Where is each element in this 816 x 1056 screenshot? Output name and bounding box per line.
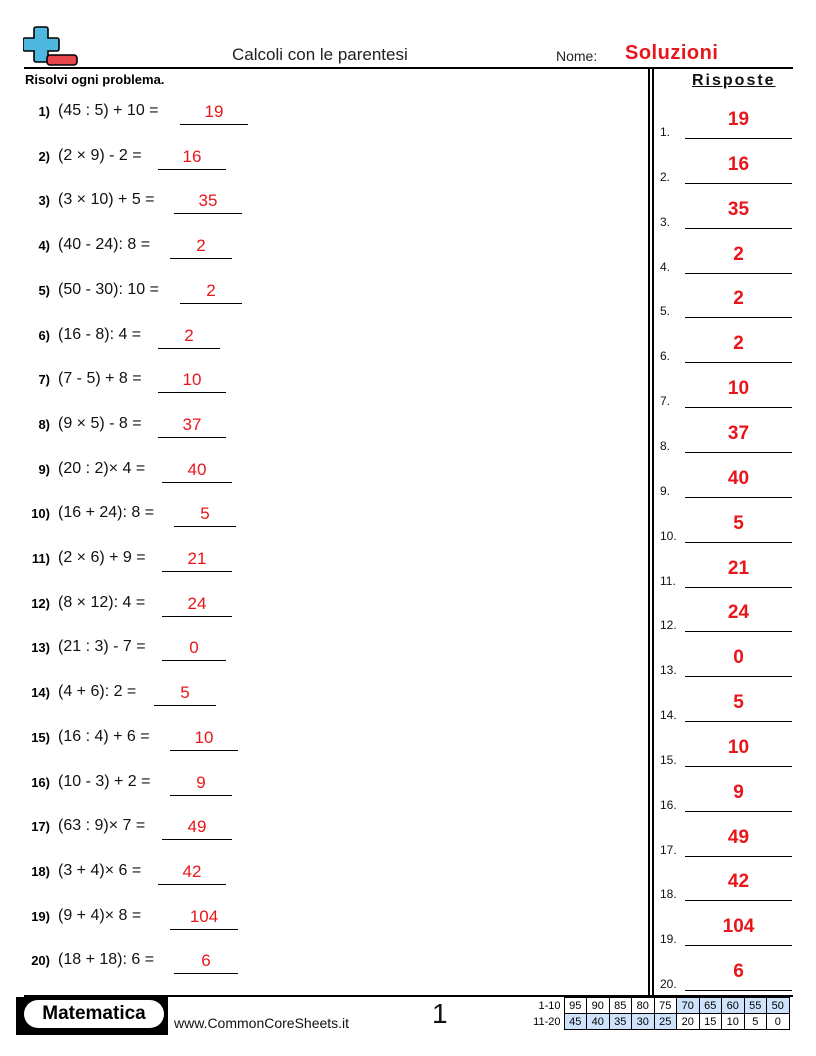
answer-value: 5 [200, 504, 210, 524]
answer-value: 21 [187, 549, 207, 568]
answer-key-value: 104 [722, 916, 755, 938]
score-cell: 20 [677, 1014, 700, 1030]
answer-key-number: 9. [660, 483, 671, 498]
answer-key-blank[interactable] [685, 199, 792, 229]
answer-value: 37 [182, 414, 202, 434]
answer-key-row [660, 244, 792, 274]
answer-key-blank[interactable] [685, 647, 792, 677]
answer-key-blank[interactable] [685, 468, 792, 498]
answer-key-row [660, 109, 792, 139]
score-cell: 40 [587, 1014, 610, 1030]
problem-row [0, 907, 640, 931]
problem-number: 13) [31, 640, 50, 656]
brand-label: Matematica [24, 1000, 164, 1028]
answer-key-number: 1. [660, 125, 671, 139]
score-cell: 90 [587, 998, 610, 1014]
column-divider [648, 69, 654, 996]
score-cell: 65 [699, 998, 722, 1014]
problem-number: 19) [31, 908, 50, 924]
answer-value: 35 [198, 191, 218, 211]
score-cell: 95 [564, 998, 587, 1014]
answer-key-blank[interactable] [685, 602, 792, 632]
answer-blank[interactable] [170, 236, 232, 259]
problem-row [0, 773, 640, 797]
answer-key-row [660, 871, 792, 901]
problem-number: 9) [38, 461, 50, 477]
answer-value: 0 [189, 638, 199, 658]
answer-key-blank[interactable] [685, 244, 792, 274]
problem-number: 7) [38, 372, 50, 388]
answer-key-blank[interactable] [685, 871, 792, 901]
problem-number: 8) [38, 416, 50, 432]
answer-key-number: 11. [660, 573, 676, 588]
score-row [526, 1014, 789, 1030]
answer-key-row [660, 468, 792, 498]
answer-key-value: 9 [733, 781, 744, 803]
answer-blank[interactable] [162, 817, 232, 840]
answer-key-row [660, 782, 792, 812]
problem-number: 20) [31, 953, 50, 969]
problem-expression: (16 + 24): 8 = [58, 504, 155, 522]
answer-key-number: 18. [660, 887, 677, 902]
answer-value: 2 [206, 280, 216, 300]
answer-value: 6 [201, 951, 211, 971]
score-table [526, 997, 790, 1030]
answer-key-row [660, 916, 792, 946]
problem-expression: (45 : 5) + 10 = [58, 102, 159, 119]
score-cell: 45 [564, 1014, 587, 1030]
answer-key-value: 6 [733, 961, 744, 983]
answer-key-value: 10 [727, 378, 750, 400]
answer-value: 19 [204, 102, 224, 121]
score-cell: 10 [722, 1014, 745, 1030]
answer-key-row [660, 558, 792, 588]
answer-value: 2 [184, 325, 194, 345]
problem-number: 12) [31, 595, 50, 611]
answer-value: 104 [189, 906, 219, 926]
answer-blank[interactable] [154, 683, 216, 706]
answer-key-value: 5 [733, 692, 744, 714]
problem-row [0, 683, 640, 707]
answer-key-number: 19. [660, 932, 677, 947]
answer-key-row [660, 333, 792, 363]
answer-value: 10 [194, 727, 214, 747]
answer-key-row [660, 378, 792, 408]
score-cell: 85 [609, 998, 632, 1014]
answer-key-number: 17. [660, 842, 677, 857]
problem-number: 11) [31, 551, 50, 566]
score-cell: 35 [609, 1014, 632, 1030]
answer-key-number: 20. [660, 977, 677, 992]
score-cell: 80 [632, 998, 655, 1014]
answer-key-row [660, 961, 792, 991]
score-cell: 5 [744, 1014, 767, 1030]
answer-key-value: 24 [727, 602, 750, 624]
answer-key-value: 2 [733, 288, 744, 310]
problem-expression: (40 - 24): 8 = [58, 236, 151, 254]
site-url: www.CommonCoreSheets.it [174, 1015, 350, 1031]
answer-key-row [660, 154, 792, 184]
instructions: Risolvi ogni problema. [25, 72, 165, 87]
answer-blank[interactable] [170, 728, 238, 751]
answer-blank[interactable] [158, 862, 226, 885]
problem-number: 16) [31, 774, 50, 790]
answer-key-value: 10 [727, 736, 750, 758]
worksheet-title: Calcoli con le parentesi [232, 45, 408, 64]
answer-key-blank[interactable] [685, 737, 792, 767]
problem-expression: (3 + 4)× 6 = [58, 861, 142, 879]
answer-blank[interactable] [174, 191, 242, 214]
answer-blank[interactable] [162, 549, 232, 572]
answer-value: 2 [196, 236, 206, 256]
answer-key-blank[interactable] [685, 109, 792, 139]
name-value: Soluzioni [625, 42, 719, 64]
answer-key-number: 14. [660, 708, 677, 723]
answer-key-number: 15. [660, 752, 677, 767]
answer-key-row [660, 692, 792, 722]
score-cell: 15 [699, 1014, 722, 1030]
problem-row [0, 415, 640, 439]
answer-key-blank[interactable] [685, 378, 792, 408]
answer-key-value: 42 [727, 871, 750, 893]
answer-value: 5 [180, 683, 190, 703]
problem-expression: (50 - 30): 10 = [58, 280, 159, 298]
answer-blank[interactable] [162, 460, 232, 483]
answer-key-value: 16 [727, 153, 750, 175]
problem-row [0, 281, 640, 305]
problem-number: 5) [38, 282, 50, 298]
page-number: 1 [432, 998, 448, 1029]
problem-row [0, 951, 640, 975]
problem-row [0, 460, 640, 484]
problem-row [0, 817, 640, 841]
answer-key-number: 12. [660, 618, 677, 633]
answer-key-number: 16. [660, 797, 677, 812]
answer-key-blank[interactable] [685, 513, 792, 543]
answer-blank[interactable] [170, 773, 232, 796]
problem-row [0, 549, 640, 573]
problem-number: 6) [38, 327, 50, 343]
answer-key-blank[interactable] [685, 916, 792, 946]
answer-key-blank[interactable] [685, 333, 792, 363]
problem-row [0, 102, 640, 126]
answer-key-row [660, 827, 792, 857]
score-cell: 0 [767, 1014, 790, 1030]
answer-key-value: 2 [733, 243, 744, 265]
problem-expression: (8 × 12): 4 = [58, 593, 146, 611]
answer-blank[interactable] [158, 370, 226, 393]
answer-blank[interactable] [158, 326, 220, 349]
problem-expression: (18 + 18): 6 = [58, 951, 155, 969]
answer-blank[interactable] [158, 147, 226, 170]
plus-minus-logo-icon [23, 26, 79, 66]
answer-key-title: Risposte [692, 72, 776, 89]
answer-blank[interactable] [174, 951, 238, 974]
answer-key-value: 21 [727, 557, 750, 579]
problem-expression: (9 × 5) - 8 = [58, 414, 142, 432]
problem-expression: (16 : 4) + 6 = [58, 727, 150, 745]
answer-key-number: 8. [660, 438, 671, 453]
problem-row [0, 594, 640, 618]
answer-key-row [660, 513, 792, 543]
answer-key-row [660, 423, 792, 453]
answer-key-row [660, 288, 792, 318]
answer-blank[interactable] [170, 907, 238, 930]
score-cell: 60 [722, 998, 745, 1014]
answer-key-value: 35 [727, 198, 750, 220]
problem-row [0, 147, 640, 171]
problem-number: 10) [31, 506, 50, 522]
problem-row [0, 326, 640, 350]
score-cell: 30 [632, 1014, 655, 1030]
problem-expression: (63 : 9)× 7 = [58, 817, 146, 835]
answer-key-number: 3. [660, 214, 671, 229]
answer-value: 16 [182, 146, 202, 166]
problem-row [0, 370, 640, 394]
problem-expression: (4 + 6): 2 = [58, 683, 137, 701]
problem-expression: (9 + 4)× 8 = [58, 906, 142, 924]
score-cell: 75 [654, 998, 677, 1014]
problem-expression: (21 : 3) - 7 = [58, 638, 146, 656]
problem-row [0, 504, 640, 528]
answer-value: 24 [187, 593, 207, 613]
answer-key-number: 6. [660, 349, 671, 364]
score-cell: 50 [767, 998, 790, 1014]
problem-number: 18) [31, 863, 50, 879]
problem-expression: (2 × 9) - 2 = [58, 146, 142, 164]
problem-row [0, 862, 640, 886]
answer-key-number: 2. [660, 169, 671, 184]
problem-number: 17) [31, 819, 50, 835]
answer-blank[interactable] [180, 102, 248, 125]
problem-row [0, 236, 640, 260]
problem-number: 2) [38, 148, 50, 164]
answer-key-value: 2 [733, 333, 744, 355]
problem-number: 14) [31, 685, 50, 701]
answer-blank[interactable] [158, 415, 226, 438]
answer-blank[interactable] [162, 594, 232, 617]
problem-number: 15) [31, 729, 50, 745]
problem-number: 3) [38, 193, 50, 209]
problem-expression: (7 - 5) + 8 = [58, 370, 142, 388]
score-cell: 70 [677, 998, 700, 1014]
answer-key-row [660, 737, 792, 767]
answer-key-row [660, 199, 792, 229]
answer-key-blank[interactable] [685, 827, 792, 857]
answer-value: 49 [187, 817, 207, 837]
answer-key-value: 0 [733, 647, 744, 669]
answer-key-blank[interactable] [685, 154, 792, 184]
answer-blank[interactable] [174, 504, 236, 527]
score-row-label: 1-10 [538, 999, 561, 1012]
score-cell: 25 [654, 1014, 677, 1030]
answer-key-row [660, 602, 792, 632]
problem-number: 4) [38, 238, 50, 254]
answer-blank[interactable] [162, 638, 226, 661]
answer-key-blank[interactable] [685, 423, 792, 453]
answer-key-value: 19 [727, 109, 750, 130]
answer-value: 40 [187, 459, 207, 479]
answer-key-number: 5. [660, 304, 671, 319]
problem-expression: (10 - 3) + 2 = [58, 772, 151, 790]
answer-key-number: 10. [660, 528, 677, 543]
answer-key-blank[interactable] [685, 961, 792, 991]
answer-key-blank[interactable] [685, 558, 792, 588]
problem-expression: (16 - 8): 4 = [58, 325, 142, 343]
problem-row [0, 728, 640, 752]
answer-key-blank[interactable] [685, 288, 792, 318]
problem-row [0, 638, 640, 662]
name-label: Nome: [556, 48, 598, 64]
answer-key-blank[interactable] [685, 692, 792, 722]
answer-value: 10 [182, 370, 202, 390]
answer-key-number: 7. [660, 394, 671, 409]
answer-value: 9 [196, 772, 206, 792]
answer-key-blank[interactable] [685, 782, 792, 812]
answer-value: 42 [182, 861, 202, 881]
problem-number: 1) [38, 104, 50, 119]
answer-blank[interactable] [180, 281, 242, 304]
answer-key-number: 4. [660, 259, 671, 274]
answer-key-value: 49 [727, 826, 750, 848]
problem-expression: (2 × 6) + 9 = [58, 549, 146, 566]
problem-expression: (20 : 2)× 4 = [58, 459, 146, 477]
answer-key-value: 40 [727, 467, 750, 489]
score-row-label: 11-20 [533, 1015, 561, 1028]
answer-key-number: 13. [660, 663, 677, 678]
score-row [526, 998, 789, 1014]
answer-key-value: 5 [733, 512, 744, 534]
score-cell: 55 [744, 998, 767, 1014]
answer-key-row [660, 647, 792, 677]
header-divider [24, 67, 793, 69]
problem-row [0, 191, 640, 215]
answer-key-value: 37 [727, 422, 750, 444]
problem-expression: (3 × 10) + 5 = [58, 191, 155, 209]
